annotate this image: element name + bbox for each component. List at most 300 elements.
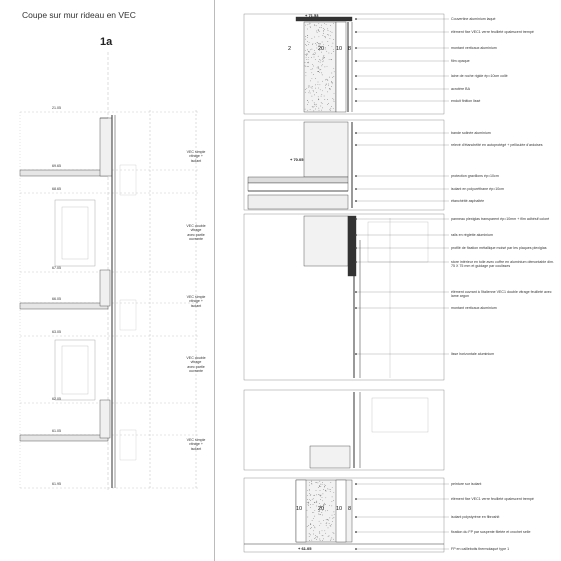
hatch-dot: [331, 59, 332, 60]
hatch-dot: [319, 514, 320, 515]
hatch-dot: [316, 495, 317, 496]
hatch-dot: [315, 59, 316, 60]
hatch-dot: [314, 103, 315, 104]
hatch-dot: [315, 535, 316, 536]
hatch-dot: [330, 31, 331, 32]
hatch-dot: [314, 25, 315, 26]
leader-dot: [355, 498, 357, 500]
hatch-dot: [318, 56, 319, 57]
hatch-dot: [309, 499, 310, 500]
hatch-dot: [332, 497, 333, 498]
hatch-dot: [318, 108, 319, 109]
hatch-dot: [314, 495, 315, 496]
hatch-dot: [307, 54, 308, 55]
hatch-dot: [323, 35, 324, 36]
hatch-dot: [332, 82, 333, 83]
hatch-dot: [323, 539, 324, 540]
hatch-dot: [308, 502, 309, 503]
hatch-dot: [331, 59, 332, 60]
hatch-dot: [317, 32, 318, 33]
hatch-dot: [328, 35, 329, 36]
hatch-dot: [310, 81, 311, 82]
hatch-dot: [313, 66, 314, 67]
hatch-dot: [326, 523, 327, 524]
hatch-dot: [317, 42, 318, 43]
hatch-dot: [318, 30, 319, 31]
hatch-dot: [319, 532, 320, 533]
hatch-dot: [319, 481, 320, 482]
leader-dot: [355, 175, 357, 177]
dimension-text: 10: [296, 506, 303, 512]
annotation-label: enduit finition lissé: [451, 99, 481, 103]
hatch-dot: [334, 517, 335, 518]
leader-dot: [355, 291, 357, 293]
hatch-dot: [325, 37, 326, 38]
hatch-dot: [308, 44, 309, 45]
hatch-dot: [326, 24, 327, 25]
hatch-dot: [319, 485, 320, 486]
hatch-dot: [315, 88, 316, 89]
hatch-dot: [323, 56, 324, 57]
window-frame: [55, 340, 95, 400]
hatch-dot: [320, 496, 321, 497]
hatch-dot: [334, 533, 335, 534]
hatch-dot: [330, 110, 331, 111]
hatch-dot: [332, 77, 333, 78]
hatch-dot: [310, 535, 311, 536]
leader-dot: [355, 60, 357, 62]
hatch-dot: [322, 108, 323, 109]
hatch-dot: [316, 490, 317, 491]
hatch-dot: [319, 539, 320, 540]
hatch-dot: [317, 536, 318, 537]
hatch-dot: [327, 29, 328, 30]
hatch-dot: [333, 43, 334, 44]
annotation-label: isolant en polyuréthane ép=10cm: [451, 187, 505, 191]
leader-dot: [355, 100, 357, 102]
hatch-dot: [323, 520, 324, 521]
hatch-dot: [323, 535, 324, 536]
leader-dot: [355, 234, 357, 236]
hatch-dot: [309, 534, 310, 535]
level-label: 21.05: [52, 106, 61, 110]
hatch-dot: [319, 27, 320, 28]
hatch-dot: [327, 41, 328, 42]
hatch-dot: [331, 81, 332, 82]
leader-dot: [355, 31, 357, 33]
hatch-dot: [324, 504, 325, 505]
hatch-dot: [331, 106, 332, 107]
hatch-dot: [328, 30, 329, 31]
level-label: 68.65: [52, 187, 61, 191]
hatch-dot: [315, 109, 316, 110]
hatch-dot: [323, 57, 324, 58]
hatch-dot: [310, 23, 311, 24]
hatch-dot: [329, 77, 330, 78]
hatch-dot: [313, 518, 314, 519]
hatch-dot: [324, 36, 325, 37]
hatch-dot: [333, 23, 334, 24]
curtain-wall-tag: VEC simple vitrage + isolant: [186, 150, 206, 163]
annotation-label: étanchéité asphaltée: [451, 199, 485, 203]
hatch-dot: [333, 492, 334, 493]
hatch-dot: [318, 483, 319, 484]
hatch-dot: [324, 55, 325, 56]
hatch-dot: [319, 531, 320, 532]
hatch-dot: [307, 100, 308, 101]
hatch-dot: [333, 51, 334, 52]
annotation-label: lisse horizontale aluminium: [451, 352, 495, 356]
hatch-dot: [328, 84, 329, 85]
hatch-dot: [311, 540, 312, 541]
hatch-dot: [310, 49, 311, 50]
annotation-label: isolant polystyrène en fibroshit: [451, 515, 500, 519]
hatch-dot: [322, 530, 323, 531]
hatch-dot: [318, 66, 319, 67]
leader-dot: [355, 18, 357, 20]
hatch-dot: [320, 44, 321, 45]
spandrel: [100, 270, 110, 306]
hatch-dot: [308, 505, 309, 506]
hatch-dot: [321, 27, 322, 28]
hatch-dot: [328, 519, 329, 520]
hatch-dot: [323, 494, 324, 495]
dimension-text: 8: [348, 506, 352, 512]
hatch-dot: [314, 510, 315, 511]
annotation-label: relevé d'étanchéité en autoprotégé + pelliculée d'ardoises: [451, 143, 543, 147]
hatch-dot: [309, 489, 310, 490]
hatch-dot: [330, 108, 331, 109]
hatch-dot: [306, 72, 307, 73]
hatch-dot: [313, 107, 314, 108]
annotation-label: Couvertine aluminium laqué: [451, 17, 496, 21]
hatch-dot: [305, 44, 306, 45]
hatch-dot: [318, 43, 319, 44]
hatch-dot: [329, 53, 330, 54]
annotation-label: acrotère BA: [451, 87, 470, 91]
hatch-dot: [307, 41, 308, 42]
hatch-dot: [315, 78, 316, 79]
leader-dot: [355, 353, 357, 355]
hatch-dot: [321, 110, 322, 111]
leader-dot: [355, 75, 357, 77]
hatch-dot: [322, 103, 323, 104]
hatch-dot: [310, 93, 311, 94]
level-label: 69.65: [52, 164, 61, 168]
hatch-dot: [308, 92, 309, 93]
hatch-dot: [305, 89, 306, 90]
hatch-dot: [325, 511, 326, 512]
annotation-label: élément fixe VEC1 verre feuilleté opalescent trempé: [451, 30, 534, 34]
hatch-dot: [320, 490, 321, 491]
hatch-dot: [313, 43, 314, 44]
hatch-dot: [315, 85, 316, 86]
hatch-dot: [326, 51, 327, 52]
hatch-dot: [315, 538, 316, 539]
hatch-dot: [332, 32, 333, 33]
hatch-dot: [310, 507, 311, 508]
hatch-dot: [316, 45, 317, 46]
hatch-dot: [331, 538, 332, 539]
hatch-dot: [315, 53, 316, 54]
detail-views: [244, 14, 449, 552]
hatch-dot: [313, 91, 314, 92]
hatch-dot: [312, 44, 313, 45]
hatch-dot: [307, 110, 308, 111]
hatch-dot: [306, 55, 307, 56]
hatch-dot: [311, 57, 312, 58]
gravel-protection: [248, 177, 348, 183]
annotation-label: protection gravillons ép=10cm: [451, 174, 499, 178]
hatch-dot: [314, 106, 315, 107]
hatch-dot: [332, 521, 333, 522]
leader-dot: [355, 483, 357, 485]
hatch-dot: [305, 25, 306, 26]
detail-identifier: 1a: [100, 36, 113, 48]
elevation-mark: + 71.53: [305, 13, 319, 18]
hatch-dot: [325, 497, 326, 498]
hatch-dot: [325, 485, 326, 486]
dimension-text: 20: [318, 506, 325, 512]
hatch-dot: [329, 89, 330, 90]
hatch-dot: [306, 88, 307, 89]
hatch-dot: [318, 96, 319, 97]
hatch-dot: [330, 526, 331, 527]
hatched-panel: [372, 398, 428, 432]
hatch-dot: [312, 100, 313, 101]
hatch-dot: [331, 86, 332, 87]
hatch-dot: [307, 526, 308, 527]
annotation-label: montant verticaux aluminium: [451, 306, 497, 310]
annotation-label: montant verticaux aluminium: [451, 46, 497, 50]
hatch-dot: [309, 86, 310, 87]
hatch-dot: [323, 504, 324, 505]
annotation-label: bande solinée aluminium: [451, 131, 491, 135]
hatch-dot: [312, 88, 313, 89]
hatch-dot: [323, 489, 324, 490]
hatch-dot: [309, 536, 310, 537]
hatch-dot: [322, 64, 323, 65]
hatch-dot: [324, 484, 325, 485]
leader-dot: [355, 247, 357, 249]
hatch-dot: [312, 69, 313, 70]
hatch-dot: [318, 29, 319, 30]
hatch-dot: [320, 89, 321, 90]
hatch-dot: [320, 484, 321, 485]
hatch-dot: [310, 504, 311, 505]
hatch-dot: [324, 486, 325, 487]
hatch-dot: [312, 78, 313, 79]
hatch-dot: [308, 62, 309, 63]
curtain-wall-tag: VEC double vitrage avec partie ouvrante: [186, 224, 206, 242]
hatch-dot: [332, 501, 333, 502]
level-label: 62.05: [52, 397, 61, 401]
hatch-dot: [316, 539, 317, 540]
hatch-dot: [330, 482, 331, 483]
hatch-dot: [311, 527, 312, 528]
hatch-dot: [323, 58, 324, 59]
hatch-dot: [331, 506, 332, 507]
roof-insulation: [248, 183, 348, 191]
slab-edge: [304, 216, 348, 266]
dimension-text: 8: [348, 46, 352, 52]
hatch-dot: [326, 491, 327, 492]
hatch-dot: [327, 99, 328, 100]
hatch-dot: [316, 92, 317, 93]
hatch-dot: [310, 528, 311, 529]
hatch-dot: [312, 520, 313, 521]
hatch-dot: [325, 490, 326, 491]
leader-dot: [355, 144, 357, 146]
leader-dot: [355, 47, 357, 49]
hatch-dot: [306, 54, 307, 55]
hatch-dot: [314, 538, 315, 539]
hatch-dot: [306, 57, 307, 58]
leader-dot: [355, 548, 357, 550]
dimension-text: 10: [336, 506, 343, 512]
annotation-label: laine de roche rigide ép=10cm collé: [451, 74, 508, 78]
roller-blind-box: [348, 216, 356, 276]
hatch-dot: [307, 510, 308, 511]
level-label: 61.95: [52, 482, 61, 486]
hatch-dot: [326, 79, 327, 80]
annotation-label: fixation du FP par suspente filetée et crochet selle: [451, 530, 531, 534]
hatch-dot: [317, 68, 318, 69]
insulation: [336, 22, 346, 112]
hatch-dot: [326, 525, 327, 526]
hatch-dot: [334, 514, 335, 515]
hatch-dot: [333, 532, 334, 533]
hatch-dot: [322, 497, 323, 498]
hatch-dot: [306, 59, 307, 60]
annotation-label: store intérieur en toile avec coffre en aluminium démontable dim. 75 X 75 mm et guidage par coulisses: [451, 260, 555, 269]
hatch-dot: [312, 96, 313, 97]
hatch-dot: [307, 24, 308, 25]
hatch-dot: [305, 36, 306, 37]
hatch-dot: [306, 66, 307, 67]
hatch-dot: [321, 94, 322, 95]
hatch-dot: [308, 504, 309, 505]
hatch-dot: [330, 525, 331, 526]
hatch-dot: [313, 54, 314, 55]
hatch-dot: [314, 104, 315, 105]
hatch-dot: [322, 61, 323, 62]
hatch-dot: [322, 515, 323, 516]
curtain-wall-tag: VEC simple vitrage + isolant: [186, 295, 206, 308]
hatch-dot: [312, 64, 313, 65]
hatch-dot: [308, 57, 309, 58]
hatch-dot: [332, 83, 333, 84]
hatch-dot: [331, 539, 332, 540]
hatch-dot: [307, 490, 308, 491]
hatch-dot: [333, 539, 334, 540]
leader-dot: [355, 188, 357, 190]
hatch-dot: [318, 494, 319, 495]
dimension-text: 10: [336, 46, 343, 52]
hatch-dot: [324, 503, 325, 504]
hatch-dot: [313, 111, 314, 112]
hatch-dot: [333, 39, 334, 40]
hatch-dot: [307, 37, 308, 38]
hatch-dot: [320, 486, 321, 487]
hatch-dot: [319, 72, 320, 73]
hatch-dot: [311, 87, 312, 88]
hatch-dot: [321, 102, 322, 103]
hatch-dot: [316, 104, 317, 105]
hatch-dot: [324, 530, 325, 531]
hatch-dot: [320, 540, 321, 541]
hatch-dot: [312, 499, 313, 500]
hatch-dot: [329, 536, 330, 537]
hatch-dot: [317, 537, 318, 538]
hatch-dot: [319, 525, 320, 526]
hatch-dot: [324, 29, 325, 30]
hatch-dot: [313, 504, 314, 505]
hatch-dot: [330, 540, 331, 541]
annotation-label: élément ouvrant à l'italienne VEC1 double vitrage feuilleté avec lame argon: [451, 290, 552, 299]
hatch-dot: [321, 495, 322, 496]
hatch-dot: [320, 62, 321, 63]
dimension-text: 20: [318, 46, 325, 52]
hatch-dot: [307, 495, 308, 496]
hatch-dot: [308, 503, 309, 504]
annotation-label: FP en caillebotis thermolaqué type 1: [451, 547, 510, 551]
hatch-dot: [320, 495, 321, 496]
hatch-dot: [330, 38, 331, 39]
hatch-dot: [310, 494, 311, 495]
hatch-dot: [314, 95, 315, 96]
hatch-dot: [313, 54, 314, 55]
hatch-dot: [333, 108, 334, 109]
hatch-dot: [327, 489, 328, 490]
annotation-label: profilé de fixation métallique moisé par les plaques plexiglas: [451, 246, 547, 250]
hatch-dot: [324, 57, 325, 58]
hatch-dot: [313, 512, 314, 513]
hatch-dot: [309, 51, 310, 52]
hatch-dot: [314, 50, 315, 51]
hatch-dot: [307, 50, 308, 51]
leader-dot: [355, 200, 357, 202]
hatch-dot: [328, 45, 329, 46]
hatch-dot: [309, 482, 310, 483]
hatch-dot: [314, 516, 315, 517]
hatch-dot: [323, 31, 324, 32]
hatch-dot: [325, 85, 326, 86]
hatch-dot: [320, 499, 321, 500]
hatch-dot: [307, 29, 308, 30]
hatch-dot: [320, 70, 321, 71]
hatch-dot: [321, 96, 322, 97]
hatch-dot: [321, 25, 322, 26]
hatched-panel: [368, 222, 428, 262]
hatch-dot: [318, 23, 319, 24]
hatch-dot: [314, 57, 315, 58]
hatch-dot: [312, 38, 313, 39]
hatch-dot: [308, 102, 309, 103]
hatch-dot: [324, 96, 325, 97]
hatch-dot: [316, 506, 317, 507]
hatch-dot: [312, 512, 313, 513]
leader-dot: [355, 531, 357, 533]
hatch-dot: [305, 109, 306, 110]
hatch-dot: [322, 90, 323, 91]
leader-dot: [355, 261, 357, 263]
hatch-dot: [322, 59, 323, 60]
hatch-dot: [327, 79, 328, 80]
hatch-dot: [320, 514, 321, 515]
hatch-dot: [307, 66, 308, 67]
hatch-dot: [318, 99, 319, 100]
